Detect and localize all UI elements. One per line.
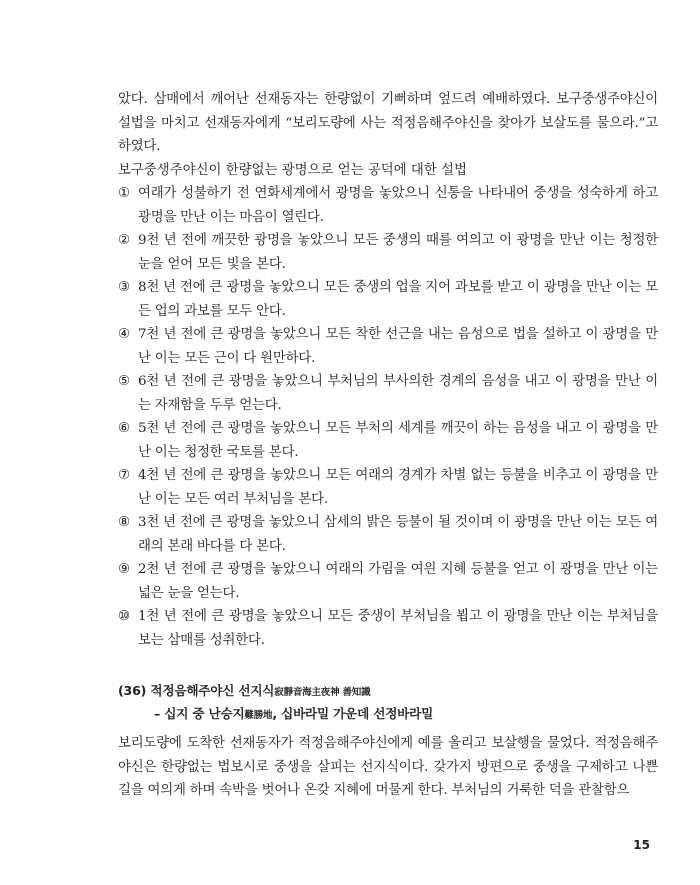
item-text: 5천 년 전에 큰 광명을 놓았으니 모든 부처의 세계를 깨끗이 하는 음성을 내고 이 광명을 만난 이는 청정한 국토를 본다. bbox=[138, 421, 658, 460]
merit-list bbox=[118, 182, 658, 652]
item-text: 9천 년 전에 깨끗한 광명을 놓았으니 모든 중생의 때를 여의고 이 광명을 만난 이는 청정한 눈을 얻어 모든 빛을 본다. bbox=[138, 233, 658, 272]
list-item bbox=[118, 464, 658, 511]
list-item bbox=[118, 229, 658, 276]
section-body: 보리도량에 도착한 선재동자가 적정음해주야신에게 예를 올리고 보살행을 물었다. 적정음해주야신은 한량없는 법보시로 중생을 살피는 선지식이다. 갖가지 방편으로 중생을 구제하고 나쁜 길을 여의게 하며 속박을 벗어나 온갖 지혜에 머물게 한다. 부처님의 거룩한 덕을 관찰함으 bbox=[118, 736, 658, 798]
list-item bbox=[118, 276, 658, 323]
section-36 bbox=[118, 680, 658, 803]
item-text: 2천 년 전에 큰 광명을 놓았으니 여래의 가림을 여읜 지혜 등불을 얻고 이 광명을 만난 이는 넓은 눈을 얻는다. bbox=[138, 562, 658, 601]
list-item bbox=[118, 323, 658, 370]
item-text: 여래가 성불하기 전 연화세계에서 광명을 놓았으니 신통을 나타내어 중생을 성숙하게 하고 광명을 만난 이는 마음이 열린다. bbox=[138, 186, 658, 225]
subtitle-part-b: , 십바라밀 가운데 선정바라밀 bbox=[272, 706, 434, 721]
section-title bbox=[118, 680, 658, 703]
item-number: ⑧ bbox=[118, 515, 130, 530]
item-text: 7천 년 전에 큰 광명을 놓았으니 모든 착한 선근을 내는 음성으로 법을 설하고 이 광명을 만난 이는 모든 근이 다 원만하다. bbox=[138, 327, 658, 366]
item-text: 6천 년 전에 큰 광명을 놓았으니 부처님의 부사의한 경계의 음성을 내고 이 광명을 만난 이는 자재함을 두루 얻는다. bbox=[138, 374, 658, 413]
list-heading: 보구중생주야신이 한량없는 광명으로 얻는 공덕에 대한 설법 bbox=[118, 162, 467, 178]
intro-paragraph: 았다. 삼매에서 깨어난 선재동자는 한량없이 기뻐하며 엎드려 예배하였다. 보구중생주야신이 설법을 마치고 선재동자에게 “보리도량에 사는 적정음해주야신을 찾아가 보살도를 물으라.”고 하였다. bbox=[118, 92, 658, 154]
item-number: ⑤ bbox=[118, 374, 130, 389]
list-item bbox=[118, 558, 658, 605]
page-number: 15 bbox=[633, 838, 650, 852]
item-number: ⑥ bbox=[118, 421, 130, 436]
item-text: 3천 년 전에 큰 광명을 놓았으니 삼세의 밝은 등불이 될 것이며 이 광명을 만난 이는 모든 여래의 본래 바다를 다 본다. bbox=[138, 515, 658, 554]
item-text: 1천 년 전에 큰 광명을 놓았으니 모든 중생이 부처님을 뵙고 이 광명을 만난 이는 부처님을 보는 삼매를 성취한다. bbox=[138, 609, 658, 648]
item-text: 8천 년 전에 큰 광명을 놓았으니 모든 중생의 업을 지어 과보를 받고 이 광명을 만난 이는 모든 업의 과보를 모두 안다. bbox=[138, 280, 658, 319]
item-number: ⑨ bbox=[118, 562, 130, 577]
list-item bbox=[118, 605, 658, 652]
item-number: ② bbox=[118, 233, 130, 248]
item-number: ⑦ bbox=[118, 468, 130, 483]
item-number: ④ bbox=[118, 327, 130, 342]
list-item bbox=[118, 417, 658, 464]
subtitle-hanja: 難勝地 bbox=[244, 710, 273, 721]
section-title-text: (36) 적정음해주야신 선지식 bbox=[118, 683, 275, 698]
list-item bbox=[118, 511, 658, 558]
section-title-hanja: 寂靜音海主夜神 善知識 bbox=[274, 687, 371, 698]
list-item bbox=[118, 370, 658, 417]
section-subtitle bbox=[154, 703, 658, 726]
page-content bbox=[118, 88, 658, 803]
item-number: ⑩ bbox=[118, 609, 130, 624]
item-number: ③ bbox=[118, 280, 130, 295]
item-text: 4천 년 전에 큰 광명을 놓았으니 모든 여래의 경계가 차별 없는 등불을 비추고 이 광명을 만난 이는 모든 여러 부처님을 본다. bbox=[138, 468, 658, 507]
item-number: ① bbox=[118, 186, 130, 201]
list-item bbox=[118, 182, 658, 229]
subtitle-part-a: – 십지 중 난승지 bbox=[154, 706, 245, 721]
